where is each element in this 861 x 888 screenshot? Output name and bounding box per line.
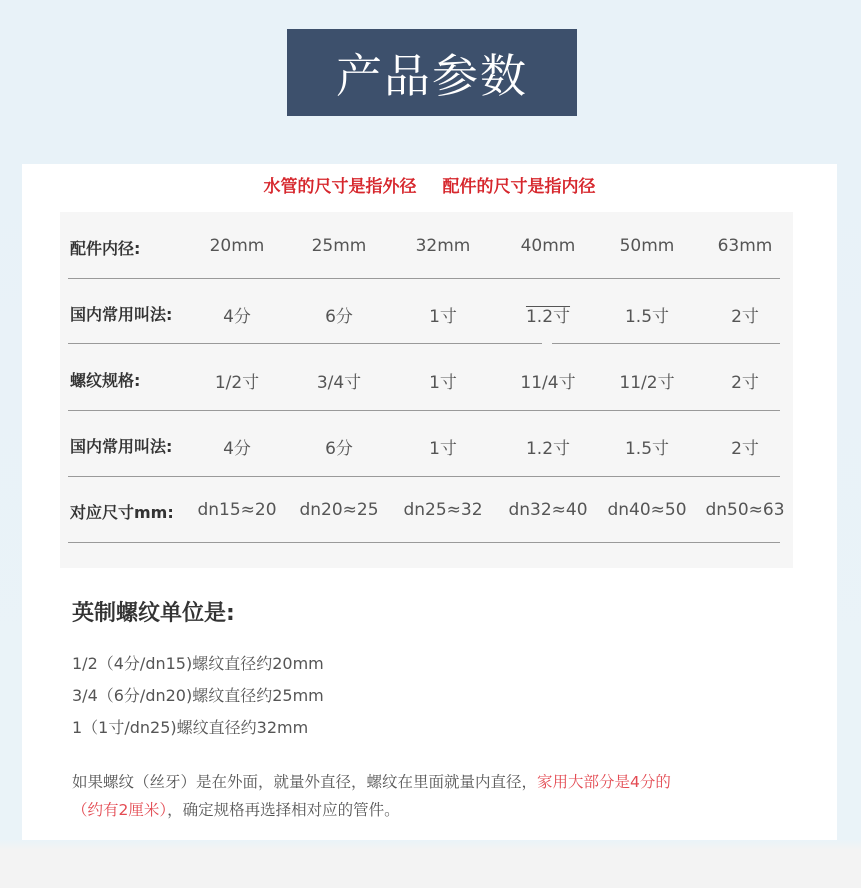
table-cell: dn32≈40 xyxy=(508,500,588,520)
table-row xyxy=(68,278,780,344)
table-cell: 1.5寸 xyxy=(624,307,670,327)
page-title: 产品参数 xyxy=(336,48,528,103)
title-banner xyxy=(287,29,577,116)
row-label: 螺纹规格: xyxy=(70,371,141,390)
table-cell: 40mm xyxy=(520,236,576,256)
table-cell: 4分 xyxy=(223,307,251,327)
table-cell: 63mm xyxy=(717,236,773,256)
table-cell: 32mm xyxy=(415,236,471,256)
row-label: 国内常用叫法: xyxy=(70,437,173,456)
size-notice xyxy=(22,172,837,197)
list-item: 1（1寸/dn25)螺纹直径约32mm xyxy=(72,718,309,737)
thread-list xyxy=(72,648,324,744)
note-highlight: （约有2厘米） xyxy=(72,801,168,819)
table-cell: 3/4寸 xyxy=(316,373,362,393)
table-row xyxy=(68,212,780,279)
table-cell: dn15≈20 xyxy=(197,500,277,520)
table-cell: 1/2寸 xyxy=(214,373,260,393)
pipe-size-note: 水管的尺寸是指外径 xyxy=(263,177,417,197)
row-label: 国内常用叫法: xyxy=(70,305,173,324)
table-cell: dn20≈25 xyxy=(299,500,379,520)
measurement-note xyxy=(72,768,802,824)
row-label: 对应尺寸mm: xyxy=(70,503,174,522)
list-item: 1/2（4分/dn15)螺纹直径约20mm xyxy=(72,654,324,673)
table-cell: 4分 xyxy=(223,439,251,459)
table-cell: 11/2寸 xyxy=(619,373,675,393)
thread-section-title: 英制螺纹单位是: xyxy=(72,601,235,626)
table-cell: 1.5寸 xyxy=(624,439,670,459)
table-cell: 1.2寸 xyxy=(525,439,571,459)
row-label: 配件内径: xyxy=(70,239,141,258)
note-highlight: 家用大部分是4分的 xyxy=(537,773,671,791)
table-cell: 1寸 xyxy=(429,373,457,393)
list-item: 3/4（6分/dn20)螺纹直径约25mm xyxy=(72,686,324,705)
table-cell: 6分 xyxy=(325,307,353,327)
table-cell: 2寸 xyxy=(731,373,759,393)
table-cell: 11/4寸 xyxy=(520,373,576,393)
note-text: 如果螺纹（丝牙）是在外面，就量外直径，螺纹在里面就量内直径， xyxy=(72,773,538,791)
spec-table xyxy=(60,212,793,568)
note-text: ，确定规格再选择相对应的管件。 xyxy=(167,801,400,819)
table-row xyxy=(68,476,785,543)
table-cell: 1.2寸 xyxy=(525,307,571,327)
table-cell: dn50≈63 xyxy=(705,500,785,520)
table-cell: dn25≈32 xyxy=(403,500,483,520)
table-row xyxy=(68,344,780,411)
table-cell: 20mm xyxy=(209,236,265,256)
table-cell: 2寸 xyxy=(731,307,759,327)
table-cell: 6分 xyxy=(325,439,353,459)
content-card xyxy=(22,164,837,840)
table-cell: 1寸 xyxy=(429,439,457,459)
table-cell: 1寸 xyxy=(429,307,457,327)
fitting-size-note: 配件的尺寸是指内径 xyxy=(442,177,596,197)
table-cell: dn40≈50 xyxy=(607,500,687,520)
table-cell: 25mm xyxy=(311,236,367,256)
table-cell: 50mm xyxy=(619,236,675,256)
table-row xyxy=(68,410,780,477)
table-cell: 2寸 xyxy=(731,439,759,459)
